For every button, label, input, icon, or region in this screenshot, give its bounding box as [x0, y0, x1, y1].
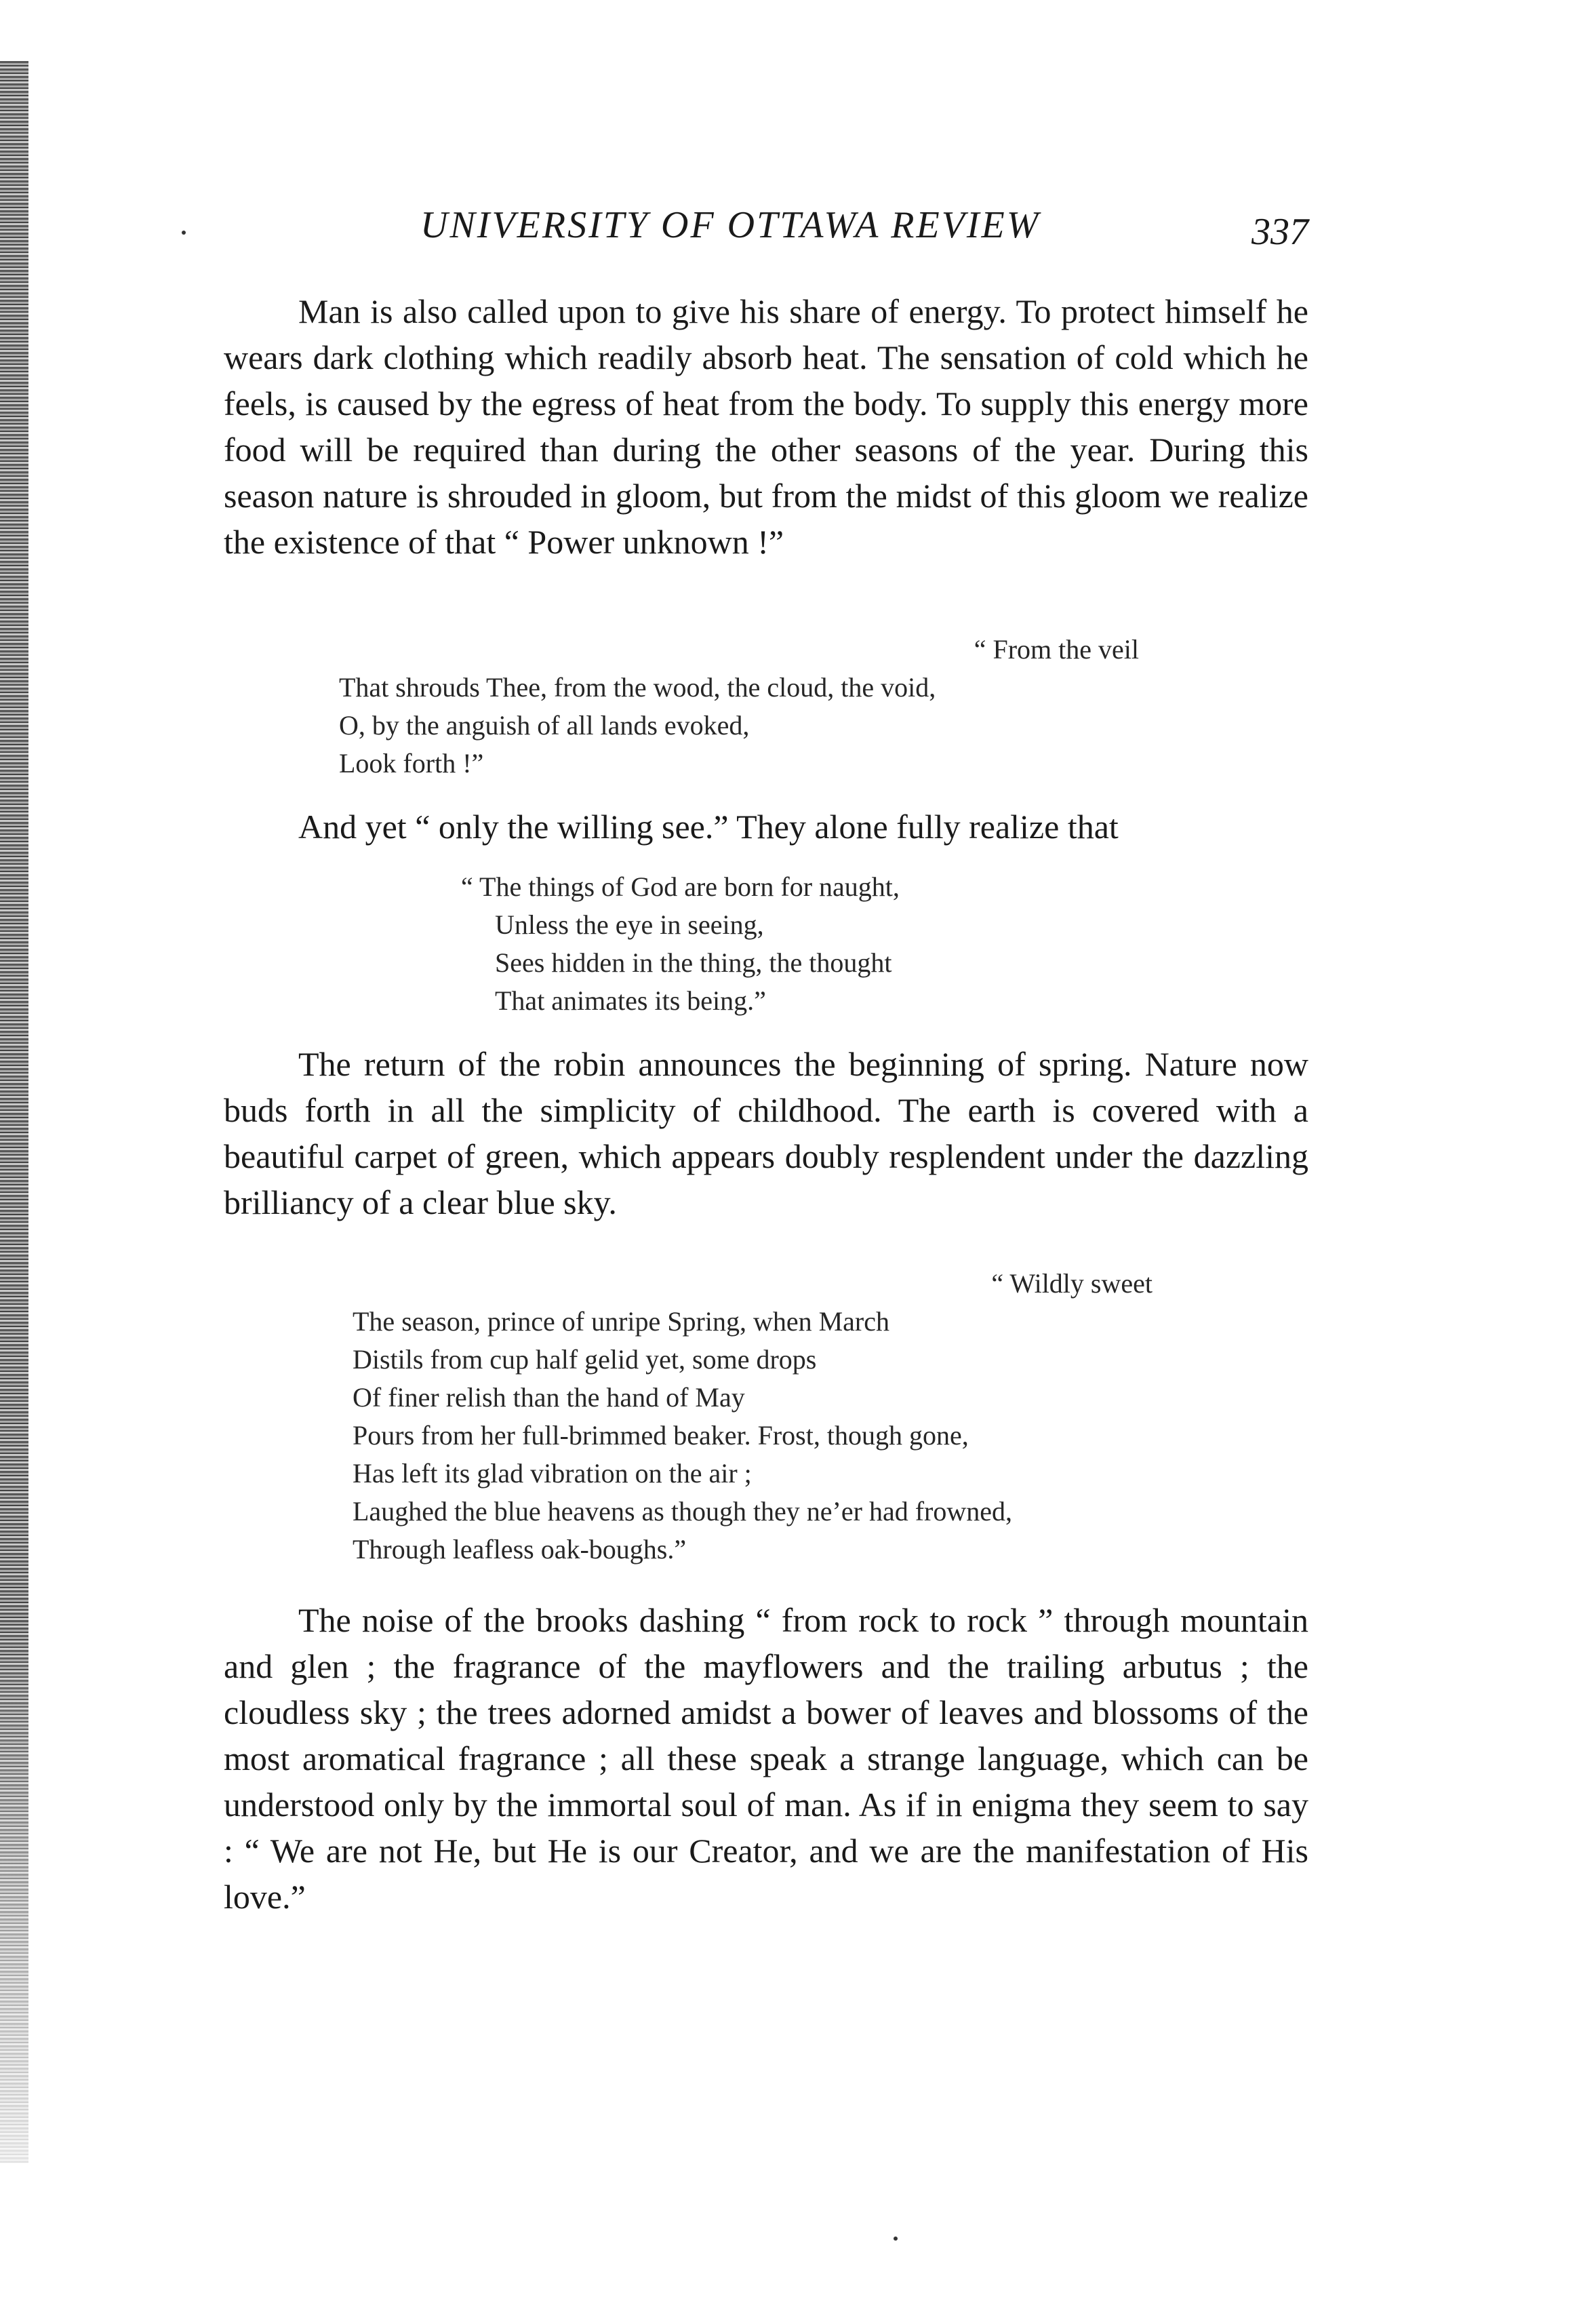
- verse-line: Distils from cup half gelid yet, some drops: [353, 1344, 817, 1375]
- verse-line: “ Wildly sweet: [991, 1268, 1153, 1299]
- running-header: [407, 203, 1308, 258]
- binding-edge-fade: [0, 1628, 28, 2170]
- verse-quotation-things-of-god: [461, 868, 1139, 1020]
- print-speck: [894, 2237, 898, 2241]
- verse-line: Of finer relish than the hand of May: [353, 1382, 745, 1413]
- paragraph-willing-see: [224, 804, 1308, 850]
- paragraph-spring: [224, 1041, 1308, 1225]
- verse-line: That animates its being.”: [495, 985, 766, 1016]
- paragraph-text: The noise of the brooks dashing “ from rock to rock ” through mountain and glen ; the fragrance of the mayflowers and the trailing arbutus ; the cloudless sky ; the trees adorned amidst a bower of leaves and blossoms of the most aromatical fragrance ; all these speak a strange language, which can be understood only by the immortal soul of man. As if in enigma they seem to say : “ We are not He, but He is our Creator, and we are the manifestation of His love.”: [224, 1601, 1308, 1916]
- journal-title: UNIVERSITY OF OTTAWA REVIEW: [420, 204, 1041, 246]
- verse-line: “ The things of God are born for naught,: [461, 871, 900, 902]
- verse-line: Pours from her full-brimmed beaker. Frost, though gone,: [353, 1420, 969, 1451]
- paragraph-brooks: [224, 1597, 1308, 1920]
- verse-line: O, by the anguish of all lands evoked,: [339, 710, 750, 741]
- verse-line: “ From the veil: [974, 634, 1139, 665]
- verse-line: Has left its glad vibration on the air ;: [353, 1458, 752, 1489]
- verse-line: Sees hidden in the thing, the thought: [495, 947, 892, 978]
- print-speck: [182, 231, 186, 235]
- verse-quotation-veil: [339, 631, 1139, 783]
- verse-quotation-wildly-sweet: [353, 1265, 1153, 1569]
- paragraph-energy: [224, 288, 1308, 565]
- verse-line: Laughed the blue heavens as though they ne’er had frowned,: [353, 1496, 1012, 1527]
- paragraph-text: And yet “ only the willing see.” They alone fully realize that: [298, 808, 1119, 846]
- page-number: 337: [1251, 211, 1308, 253]
- paragraph-text: The return of the robin announces the beginning of spring. Nature now buds forth in all the simplicity of childhood. The earth is covered with a beautiful carpet of green, which appears doubly resplendent under the dazzling brilliancy of a clear blue sky.: [224, 1045, 1308, 1221]
- verse-line: Through leafless oak-boughs.”: [353, 1534, 687, 1564]
- verse-line: That shrouds Thee, from the wood, the cloud, the void,: [339, 672, 936, 703]
- verse-line: Unless the eye in seeing,: [495, 909, 764, 940]
- verse-line: The season, prince of unripe Spring, when March: [353, 1306, 889, 1337]
- verse-line: Look forth !”: [339, 748, 484, 779]
- paragraph-text: Man is also called upon to give his share of energy. To protect himself he wears dark clothing which readily absorb heat. The sensation of cold which he feels, is caused by the egress of heat from the body. To supply this energy more food will be required than during the other seasons of the year. During this season nature is shrouded in gloom, but from the midst of this gloom we realize the existence of that “ Power unknown !”: [224, 292, 1308, 561]
